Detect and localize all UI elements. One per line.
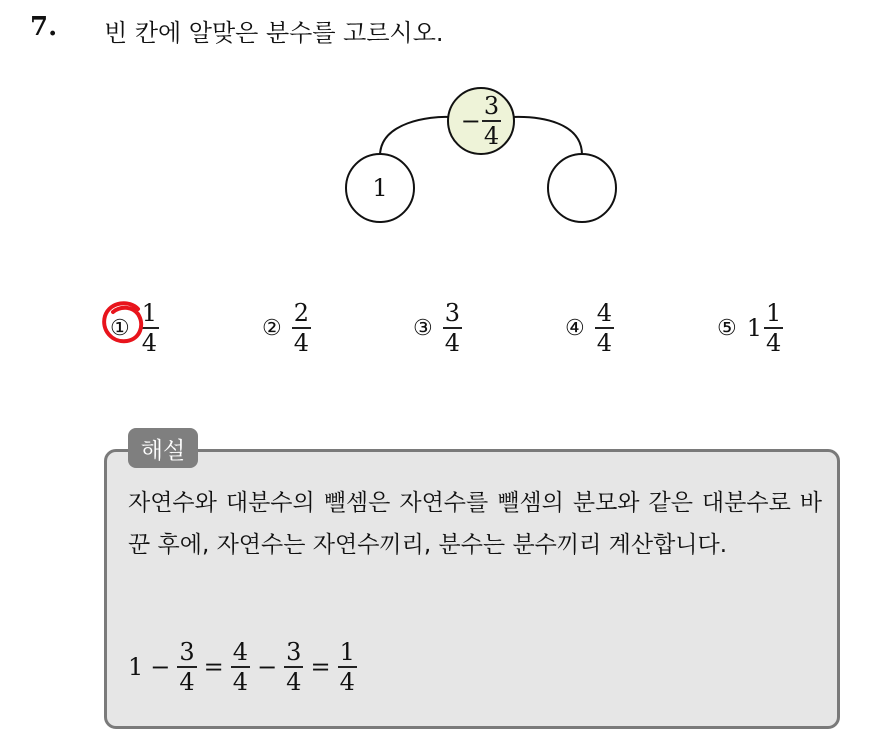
choice-mark: ⑤ [717, 315, 737, 341]
fraction [177, 640, 196, 694]
answer-circle-mark [100, 299, 150, 349]
equation-term: 1 [128, 653, 144, 681]
numerator: 3 [286, 638, 302, 666]
left-branch [380, 117, 450, 156]
question-text: 빈 칸에 알맞은 분수를 고르시오. [104, 19, 444, 47]
choice-5[interactable] [717, 296, 783, 360]
denominator: 4 [232, 668, 249, 696]
denominator: 4 [286, 668, 302, 696]
fraction [284, 640, 303, 694]
numerator: 2 [293, 299, 310, 327]
blank-node[interactable] [548, 154, 616, 222]
numerator: 4 [232, 638, 249, 666]
denominator: 4 [339, 668, 355, 696]
solution-tag: 해설 [128, 428, 198, 468]
left-child-value: 1 [372, 174, 388, 202]
numerator: 1 [766, 299, 782, 327]
denominator: 4 [766, 329, 782, 357]
fraction [764, 301, 783, 355]
question-number: 7. [30, 12, 58, 42]
minus-sign: − [460, 107, 481, 135]
choice-mark: ① [110, 315, 130, 341]
number-tree-diagram [0, 0, 884, 260]
denominator: 4 [444, 329, 461, 357]
numerator: 1 [339, 638, 355, 666]
fraction [482, 94, 501, 148]
fraction [338, 640, 357, 694]
root-node-value [448, 90, 514, 152]
numerator: 3 [179, 638, 195, 666]
fraction [443, 301, 462, 355]
solution-equation [128, 632, 357, 702]
equals-sign: = [310, 653, 331, 681]
fraction [595, 301, 614, 355]
solution-text: 자연수와 대분수의 뺄셈은 자연수를 뺄셈의 분모와 같은 대분수로 바꾼 후에, 자연수는 자연수끼리, 분수는 분수끼리 계산합니다. [128, 490, 822, 558]
choice-mark: ② [262, 315, 282, 341]
denominator: 4 [483, 122, 500, 150]
denominator: 4 [179, 668, 195, 696]
minus-sign: − [150, 653, 171, 681]
numerator: 1 [141, 299, 158, 327]
fraction [292, 301, 311, 355]
whole-number: 1 [746, 314, 763, 342]
choice-4[interactable] [565, 296, 614, 360]
choice-2[interactable] [262, 296, 311, 360]
choice-mark: ③ [413, 315, 433, 341]
fraction [231, 640, 250, 694]
numerator: 3 [483, 92, 500, 120]
denominator: 4 [141, 329, 158, 357]
equals-sign: = [203, 653, 224, 681]
choice-mark: ④ [565, 315, 585, 341]
right-branch [512, 117, 582, 155]
denominator: 4 [596, 329, 613, 357]
denominator: 4 [293, 329, 310, 357]
minus-sign: − [257, 653, 278, 681]
numerator: 4 [596, 299, 613, 327]
numerator: 3 [444, 299, 461, 327]
choice-3[interactable] [413, 296, 462, 360]
